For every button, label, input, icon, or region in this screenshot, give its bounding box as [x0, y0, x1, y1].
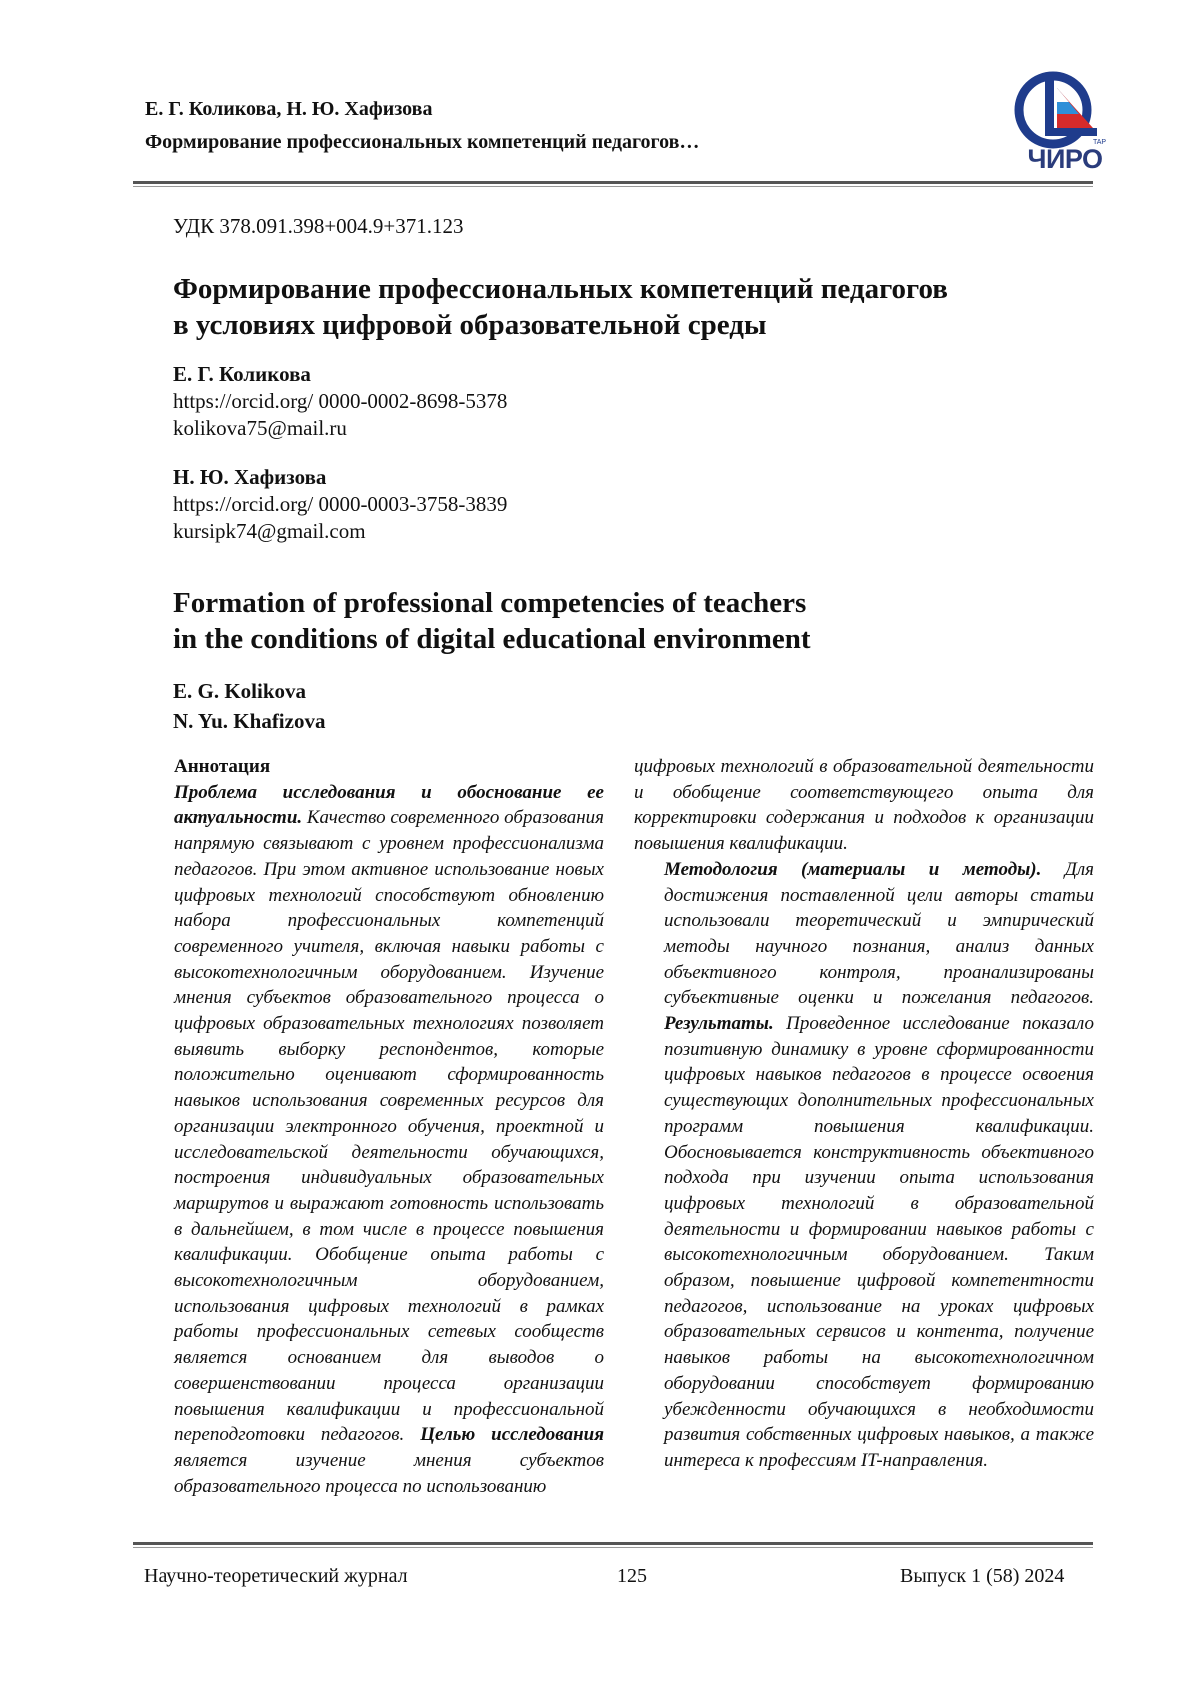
author-email[interactable]: kursipk74@gmail.com [173, 518, 507, 545]
header-authors: Е. Г. Коликова, Н. Ю. Хафизова [145, 96, 1005, 122]
author-orcid[interactable]: https://orcid.org/ 0000-0003-3758-3839 [173, 491, 507, 518]
title-en-line2: in the conditions of digital educational environment [173, 621, 1093, 657]
logo-emblem-icon [1005, 70, 1125, 150]
title-en-line1: Formation of professional competencies of teachers [173, 585, 1093, 621]
logo-small-text: TAP [1093, 139, 1106, 146]
running-header [145, 96, 1005, 155]
header-title: Формирование профессиональных компетенций педагогов… [145, 129, 1005, 155]
author-name: Н. Ю. Хафизова [173, 464, 507, 491]
abstract-heading: Аннотация [144, 754, 604, 780]
author-orcid[interactable]: https://orcid.org/ 0000-0002-8698-5378 [173, 388, 507, 415]
header-divider-thin [133, 186, 1093, 187]
author-en-name: N. Yu. Khafizova [173, 706, 325, 736]
abstract-text-goal: является изучение мнения субъектов образовательного процесса по использованию [174, 1450, 604, 1497]
abstract-column-right [634, 754, 1094, 1474]
abstract-paragraph-1 [144, 780, 604, 1500]
chiro-logo [1005, 70, 1125, 174]
authors-en [173, 676, 325, 736]
article-title-en [173, 585, 1093, 657]
author-block-1 [173, 361, 507, 442]
abstract-column-left [144, 754, 604, 1499]
footer-issue: Выпуск 1 (58) 2024 [900, 1565, 1064, 1588]
author-block-2 [173, 464, 507, 545]
header-divider [133, 181, 1093, 184]
abstract-label-methods: Методология (материалы и методы). [664, 859, 1041, 880]
abstract-goal-continuation: цифровых технологий в образовательной деятельности и обобщение соответствующего опыта для корректировки содержания и подходов к организации повышения квалификации. [634, 754, 1094, 857]
footer-divider [133, 1542, 1093, 1545]
article-title-ru [173, 271, 1093, 343]
abstract-label-goal: Целью исследования [420, 1424, 604, 1445]
footer-page-number: 125 [617, 1565, 647, 1588]
title-ru-line2: в условиях цифровой образовательной среды [173, 307, 1093, 343]
abstract-text-results: Проведенное исследование показало позитивную динамику в уровне сформированности цифровых навыков педагогов в процессе освоения существующих дополнительных профессиональных программ повышения квалификации. Обосновывается конструктивность объективного подхода при изучении опыта использования цифровых технологий в образовательной деятельности и формировании навыков работы с высокотехнологичным оборудованием. Таким образом, повышение цифровой компетентности педагогов, использование на уроках цифровых образовательных сервисов и контента, получение навыков работы на высокотехнологичном оборудовании способствует формированию убежденности обучающихся в необходимости развития собственных цифровых навыков, а также интереса к профессиям IT-направления. [664, 1013, 1094, 1471]
author-en-name: E. G. Kolikova [173, 676, 325, 706]
author-name: Е. Г. Коликова [173, 361, 507, 388]
abstract-text-problem: Качество современного образования напрямую связывают с уровнем профессионализма педагогов. При этом активное использование новых цифровых технологий способствуют обновлению набора профессиональных компетенций современного учителя, включая навыки работы с высокотехнологичным оборудованием. Изучение мнения субъектов образовательного процесса о цифровых образовательных технологиях позволяет выявить выборку респондентов, которые положительно оценивают сформированность навыков использования современных ресурсов для организации электронного обучения, проектной и исследовательской деятельности обучающихся, построения индивидуальных образовательных маршрутов и выражают готовность использовать в дальнейшем, в том числе в процессе повышения квалификации. Обобщение опыта работы с высокотехнологичным оборудованием, использования цифровых технологий в рамках работы профессиональных сетевых сообществ является основанием для выводов о совершенствовании процесса организации повышения квалификации и профессиональной переподготовки педагогов. [174, 807, 604, 1445]
abstract-text-methods: Для достижения поставленной цели авторы статьи использовали теоретический и эмпирический методы научного познания, анализ данных объективного контроля, проанализированы субъективные оценки и пожелания педагогов. [664, 859, 1094, 1009]
abstract-label-problem: Проблема исследования и обоснование ее актуальности. [174, 782, 604, 829]
title-ru-line1: Формирование профессиональных компетенций педагогов [173, 271, 1093, 307]
footer-divider-thin [133, 1547, 1093, 1548]
footer-journal: Научно-теоретический журнал [144, 1565, 408, 1588]
abstract-paragraph-2 [634, 857, 1094, 1474]
udk-code: УДК 378.091.398+004.9+371.123 [173, 214, 464, 239]
author-email[interactable]: kolikova75@mail.ru [173, 415, 507, 442]
abstract-label-results: Результаты. [664, 1013, 774, 1034]
logo-text: ЧИРО [1005, 144, 1125, 175]
